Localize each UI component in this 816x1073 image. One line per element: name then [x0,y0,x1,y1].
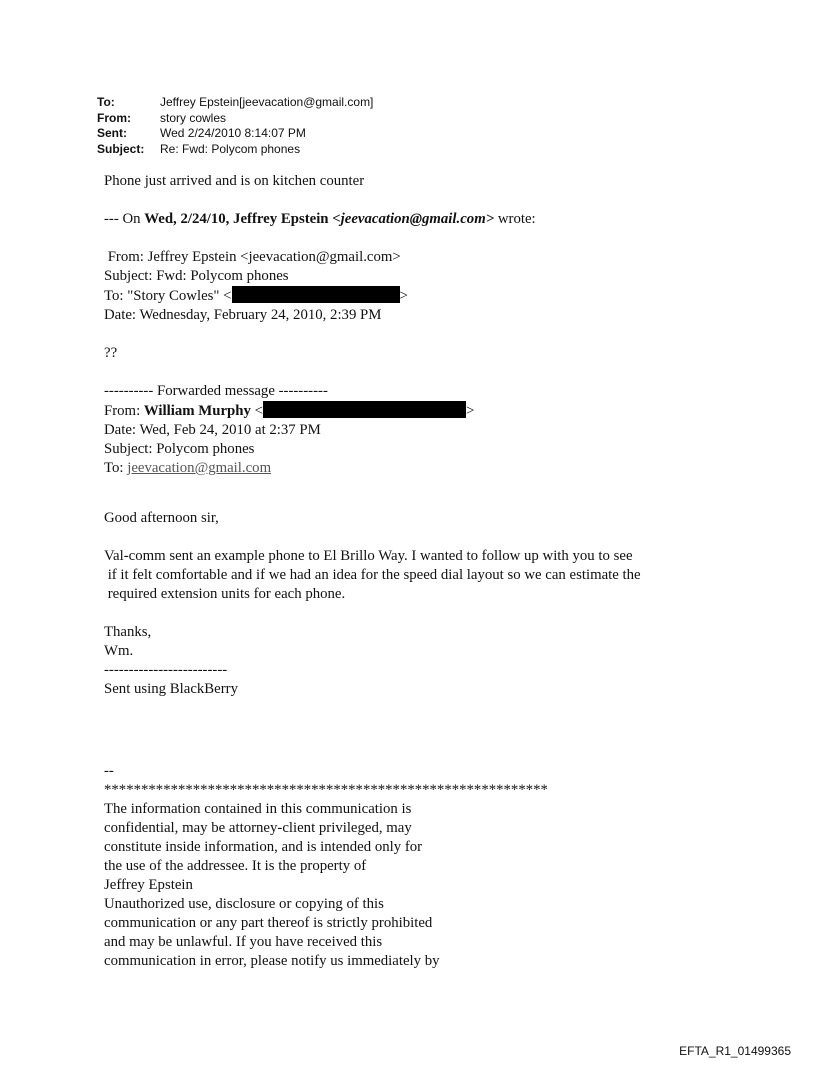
subject-value: Re: Fwd: Polycom phones [160,141,301,156]
quoted-date: Date: Wednesday, February 24, 2010, 2:39 PM [104,307,382,323]
forwarded-from [104,401,744,421]
quoted-body: ?? [104,345,118,361]
header-sent-row [97,126,373,142]
greeting: Good afternoon sir, [104,510,219,526]
attribution-email: <jeevacation@gmail.com> [332,211,495,227]
forwarded-to-prefix: To: [104,460,128,476]
forwarded-from-prefix: From: [104,403,144,419]
forwarded-divider: ---------- Forwarded message ---------- [104,383,328,399]
body-paragraph-line-1: Val-comm sent an example phone to El Brillo Way. I wanted to follow up with you to see [104,548,633,564]
disclaimer-line: communication in error, please notify us immediately by [104,953,440,969]
email-body [104,172,744,971]
forwarded-date: Date: Wed, Feb 24, 2010 at 2:37 PM [104,422,321,438]
thanks: Thanks, [104,624,152,640]
header-subject-row [97,142,373,158]
disclaimer-line: the use of the addressee. It is the property of [104,858,367,874]
forwarded-from-mid: < [250,403,263,419]
email-header [97,95,373,157]
attribution-suffix: wrote: [494,211,536,227]
forwarded-to-email-link[interactable]: jeevacation@gmail.com [127,460,272,476]
to-label: To: [97,95,115,109]
forwarded-to [104,459,744,478]
disclaimer-line: constitute inside information, and is intended only for [104,839,423,855]
redaction-bar [232,286,400,303]
disclaimer-line: confidential, may be attorney-client privileged, may [104,820,412,836]
redaction-bar [263,401,466,418]
sent-using: Sent using BlackBerry [104,681,238,697]
signature: Wm. [104,643,134,659]
quoted-to [104,286,744,306]
quoted-to-suffix: > [399,288,408,304]
from-value: story cowles [160,110,227,125]
disclaimer-stars: ************************************************************ [104,782,548,798]
sent-label: Sent: [97,126,127,140]
disclaimer-line: The information contained in this communication is [104,801,412,817]
signature-divider: ------------------------- [104,662,228,678]
attribution-prefix: --- On [104,211,145,227]
quoted-from: From: Jeffrey Epstein <jeevacation@gmail.com> [104,249,401,265]
forwarded-subject: Subject: Polycom phones [104,441,255,457]
to-value: Jeffrey Epstein[jeevacation@gmail.com] [160,95,374,109]
disclaimer-line: communication or any part thereof is strictly prohibited [104,915,433,931]
quoted-subject: Subject: Fwd: Polycom phones [104,268,289,284]
quoted-to-prefix: To: "Story Cowles" < [104,288,232,304]
from-label: From: [97,110,131,125]
header-to-row [97,95,373,111]
reply-attribution [104,210,744,229]
disclaimer-line: Unauthorized use, disclosure or copying of this [104,896,384,912]
subject-label: Subject: [97,141,145,156]
body-paragraph-line-3: required extension units for each phone. [104,586,346,602]
disclaimer-line: and may be unlawful. If you have received this [104,934,383,950]
disclaimer-line: Jeffrey Epstein [104,877,193,893]
sent-value: Wed 2/24/2010 8:14:07 PM [160,126,306,140]
reply-text: Phone just arrived and is on kitchen counter [104,173,365,189]
body-paragraph-line-2: if it felt comfortable and if we had an idea for the speed dial layout so we can estimate the [104,567,641,583]
forwarded-from-suffix: > [465,403,475,419]
document-id: EFTA_R1_01499365 [679,1044,791,1058]
header-from-row [97,111,373,127]
disclaimer-dash: -- [104,763,114,779]
attribution-date: Wed, 2/24/10, Jeffrey Epstein [144,211,333,227]
forwarded-from-name: William Murphy [143,403,251,419]
